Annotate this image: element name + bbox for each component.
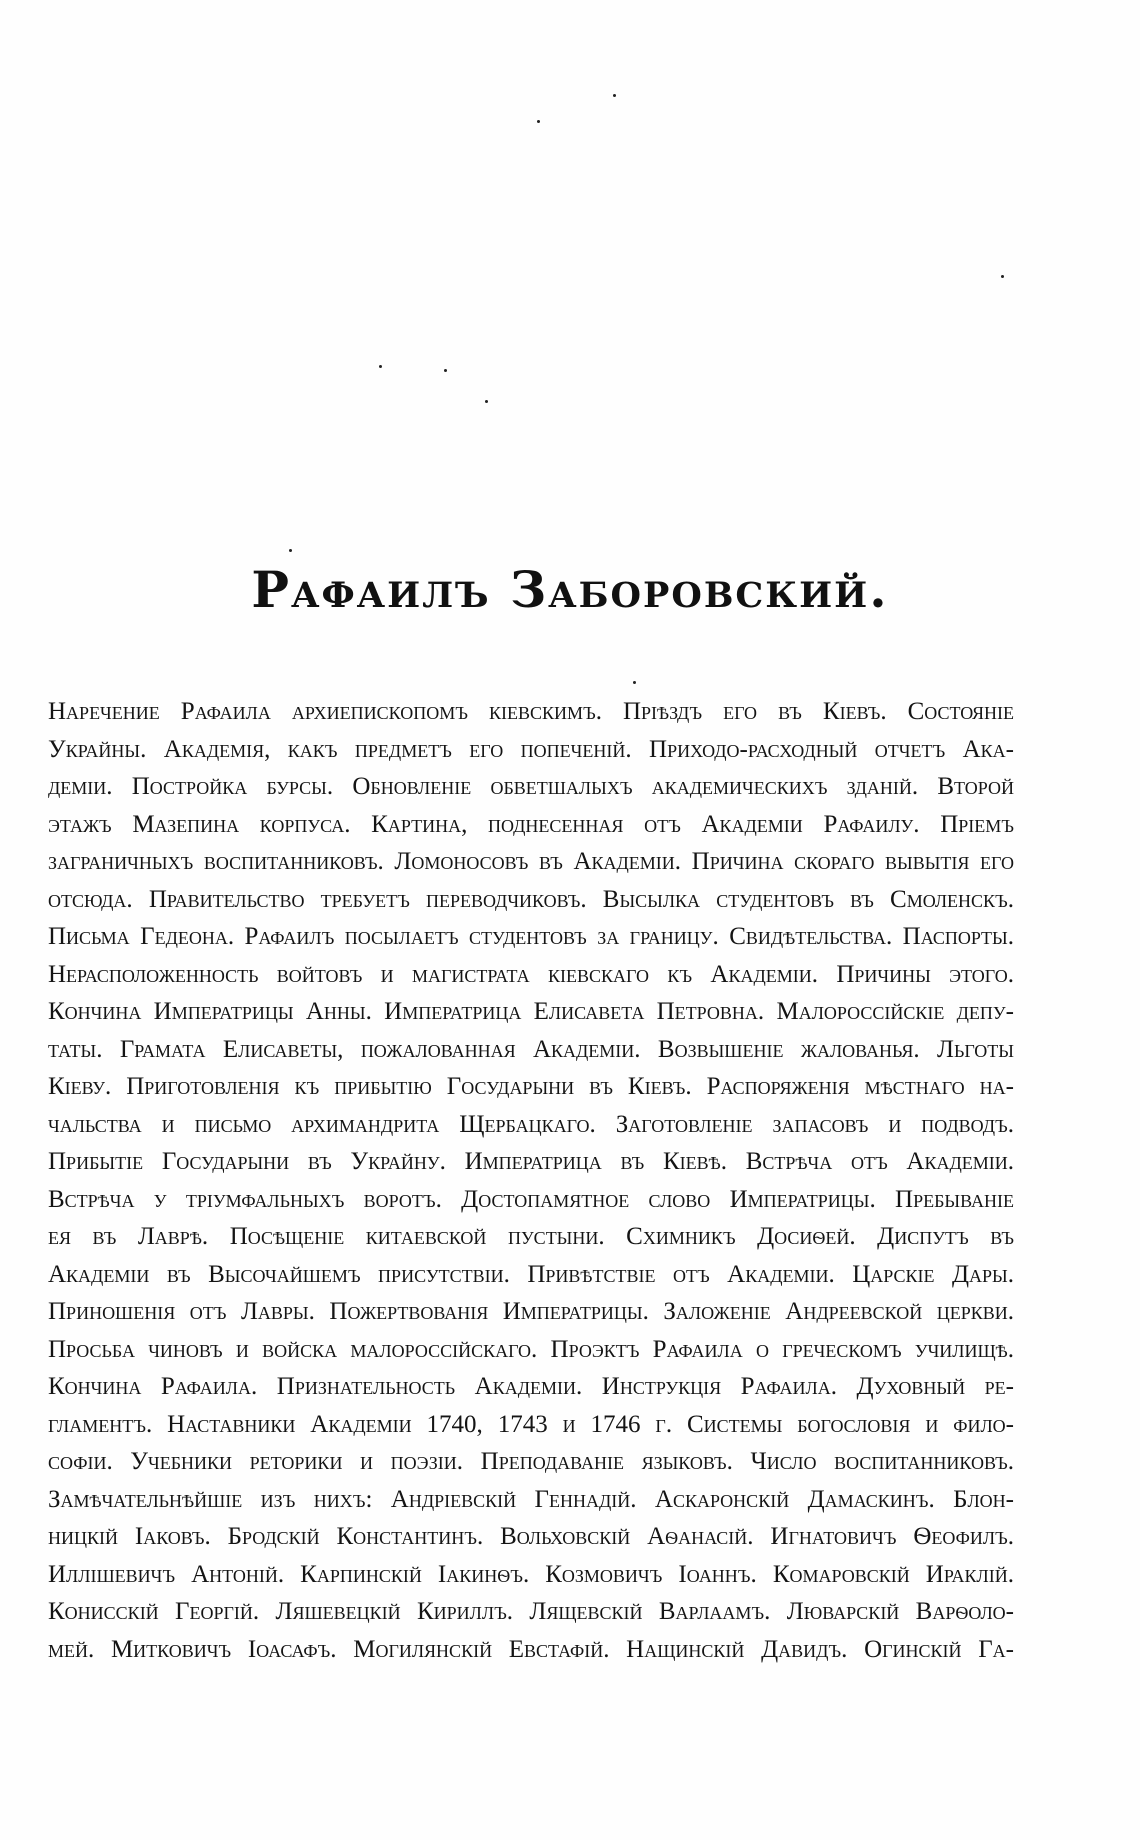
summary-line: отсюда. Правительство требуетъ переводчиковъ. Высылка студентовъ въ Смоленскъ. — [48, 885, 1014, 913]
summary-line: Кончина Рафаила. Признательность Академіи. Инструкція Рафаила. Духовный ре- — [48, 1373, 1014, 1400]
summary-line: Кіеву. Приготовленія къ прибытію Государыни въ Кіевъ. Распоряженія мѣстнаго на- — [48, 1073, 1014, 1100]
print-speck — [485, 400, 488, 403]
print-speck — [444, 369, 447, 372]
print-speck — [537, 120, 540, 123]
summary-line: таты. Грамата Елисаветы, пожалованная Академіи. Возвышеніе жалованья. Льготы — [48, 1035, 1014, 1063]
summary-line: этажъ Мазепина корпуса. Картина, поднесенная отъ Академіи Рафаилу. Пріемъ — [48, 810, 1014, 838]
summary-line: деміи. Постройка бурсы. Обновленіе обветшалыхъ академическихъ зданій. Второй — [48, 773, 1014, 800]
print-speck — [633, 681, 636, 684]
summary-line: Замѣчательнѣйшіе изъ нихъ: Андріевскій Геннадій. Аскаронскій Дамаскинъ. Блон- — [48, 1485, 1014, 1513]
summary-line: гламентъ. Наставники Академіи 1740, 1743 и 1746 г. Системы богословія и фило- — [48, 1410, 1014, 1438]
summary-line: софіи. Учебники реторики и поэзіи. Преподаваніе языковъ. Число воспитанниковъ. — [48, 1448, 1014, 1475]
print-speck — [613, 94, 616, 97]
summary-line: Встрѣча у тріумфальныхъ воротъ. Достопамятное слово Императрицы. Пребываніе — [48, 1185, 1014, 1213]
summary-line: мей. Митковичъ Іоасафъ. Могилянскій Евстафій. Нащинскій Давидъ. Огинскій Га- — [48, 1635, 1014, 1663]
summary-line: Прибытіе Государыни въ Украйну. Императрица въ Кіевѣ. Встрѣча отъ Академіи. — [48, 1148, 1014, 1175]
summary-line: заграничныхъ воспитанниковъ. Ломоносовъ въ Академіи. Причина скораго вывытія его — [48, 848, 1014, 875]
summary-line: Наречение Рафаила архиепископомъ кіевскимъ. Пріѣздъ его въ Кіевъ. Состояніе — [48, 698, 1014, 725]
summary-line: чальства и письмо архимандрита Щербацкаго. Заготовленіе запасовъ и подводъ. — [48, 1110, 1014, 1138]
summary-line: Иллiшевичъ Антоній. Карпинскій Іакинѳъ. Козмовичъ Іоаннъ. Комаровскій Ираклій. — [48, 1560, 1014, 1588]
summary-line: Конисскій Георгій. Ляшевецкій Кириллъ. Лящевскій Варлаамъ. Люварскій Варѳоло- — [48, 1598, 1014, 1625]
print-speck — [1001, 275, 1004, 278]
summary-line: Академіи въ Высочайшемъ присутствіи. Привѣтствіе отъ Академіи. Царскіе Дары. — [48, 1260, 1014, 1288]
chapter-summary — [48, 693, 1014, 1668]
summary-line: ницкій Іаковъ. Бродскій Константинъ. Вольховскій Аѳанасій. Игнатовичъ Ѳеофилъ. — [48, 1523, 1014, 1550]
summary-line: Нерасположенность войтовъ и магистрата кіевскаго къ Академіи. Причины этого. — [48, 960, 1014, 988]
summary-line: Украйны. Академія, какъ предметъ его попеченій. Приходо-расходный отчетъ Ака- — [48, 735, 1014, 763]
summary-line: ея въ Лаврѣ. Посѣщеніе китаевской пустыни. Схимникъ Досиѳей. Диспутъ въ — [48, 1223, 1014, 1250]
print-speck — [289, 549, 292, 552]
summary-line: Просьба чиновъ и войска малороссійскаго. Проэктъ Рафаила о греческомъ училищѣ. — [48, 1335, 1014, 1363]
print-speck — [379, 365, 382, 368]
chapter-title: Рафаилъ Заборовский. — [251, 560, 889, 619]
summary-line: Письма Гедеона. Рафаилъ посылаетъ студентовъ за границу. Свидѣтельства. Паспорты. — [48, 923, 1014, 950]
summary-line: Кончина Императрицы Анны. Императрица Елисавета Петровна. Малороссійскіе депу- — [48, 998, 1014, 1025]
summary-line: Приношенія отъ Лавры. Пожертвованія Императрицы. Заложеніе Андреевской церкви. — [48, 1298, 1014, 1325]
